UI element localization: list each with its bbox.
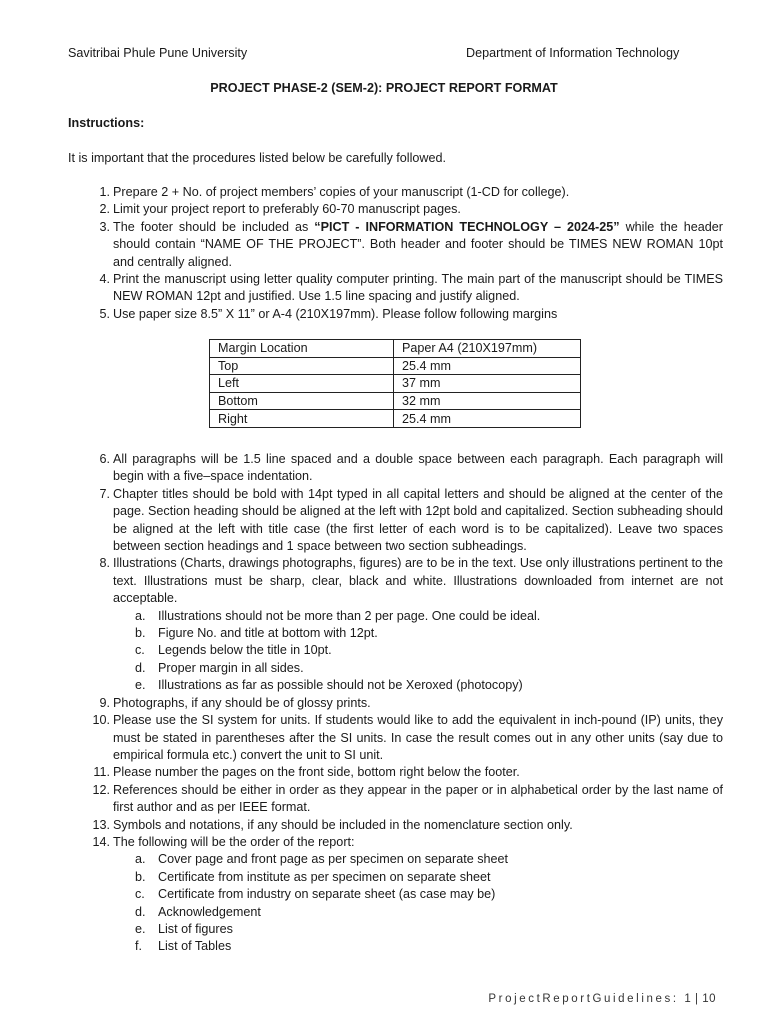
table-cell: Top: [210, 357, 394, 375]
table-cell: 37 mm: [394, 375, 581, 393]
list-item: 11. Please number the pages on the front side, bottom right below the footer.: [93, 765, 520, 780]
page-title: PROJECT PHASE-2 (SEM-2): PROJECT REPORT FORMAT: [210, 81, 558, 95]
list-item: 10. Please use the SI system for units. If students would like to add the equivalent in inch-pound (IP) units, they must be stated in parentheses after the SI units. In case the result comes out in any other units (say due to empirical formula etc.) convert the unit to SI unit.: [92, 713, 723, 762]
sublist-item: f. List of Tables: [135, 939, 232, 954]
table-cell: Left: [210, 375, 394, 393]
instructions-heading: Instructions:: [68, 116, 145, 130]
table-cell: Right: [210, 410, 394, 428]
table-row: [210, 410, 581, 428]
instruction-list-part2: [68, 451, 723, 956]
list-item: 4. Print the manuscript using letter quality computer printing. The main part of the manuscript should be TIMES NEW ROMAN 12pt and justified. Use 1.5 line spacing and justify aligned.: [99, 272, 723, 304]
footer-label: ProjectReportGuidelines:: [488, 993, 679, 1005]
table-row: [210, 375, 581, 393]
table-cell: 25.4 mm: [394, 410, 581, 428]
table-header-cell: Paper A4 (210X197mm): [394, 340, 581, 358]
list-item: 14. The following will be the order of the report: a. Cover page and front page as per specimen on separate sheet b. Certificate from institute as per specimen on separate sheet c. Certificate from industry on separate sheet (as case may be) d. Acknowledgement e. List of figures f. List of Tables: [68, 834, 723, 956]
sublist-item: d. Proper margin in all sides.: [135, 660, 304, 675]
sublist-item: a. Cover page and front page as per specimen on separate sheet: [135, 852, 509, 867]
list-item: 3. The footer should be included as “PICT - INFORMATION TECHNOLOGY – 2024-25” while the header should contain “NAME OF THE PROJECT”. Both header and footer should be TIMES NEW ROMAN 10pt and centrally aligned.: [99, 219, 724, 269]
sublist-item: b. Certificate from institute as per specimen on separate sheet: [135, 869, 491, 884]
sublist-item: c. Legends below the title in 10pt.: [135, 643, 332, 658]
list-item: 12. References should be either in order as they appear in the paper or in alphabetical order by the last name of first author and as per IEEE format.: [92, 782, 723, 815]
sublist-item: c. Certificate from industry on separate sheet (as case may be): [135, 887, 496, 902]
sublist-item: a. Illustrations should not be more than 2 per page. One could be ideal.: [135, 608, 541, 623]
sublist-item: d. Acknowledgement: [135, 904, 261, 919]
list-item: 6. All paragraphs will be 1.5 line spaced and a double space between each paragraph. Each paragraph will begin with a five–space indentation.: [99, 452, 723, 484]
table-cell: 32 mm: [394, 392, 581, 410]
table-row: [210, 357, 581, 375]
page-footer: [488, 993, 716, 1005]
table-row: [210, 392, 581, 410]
page-number: 1 | 10: [684, 993, 716, 1005]
margin-table: [209, 339, 581, 428]
sublist-item: b. Figure No. and title at bottom with 12pt.: [135, 626, 378, 641]
table-cell: 25.4 mm: [394, 357, 581, 375]
table-header-cell: Margin Location: [210, 340, 394, 358]
list-item: 5. Use paper size 8.5” X 11” or A-4 (210X197mm). Please follow following margins: [99, 306, 558, 321]
list-item: 8. Illustrations (Charts, drawings photographs, figures) are to be in the text. Use only illustrations pertinent to the text. Illustrations must be sharp, clear, black and white. Illustrations downloaded from internet are not acceptable. a. Illustrations should not be more than 2 per page. One could be ideal. b. Figure No. and title at bottom with 12pt. c. Legends below the title in 10pt. d. Proper margin in all sides. e. Illustrations as far as possible should not be Xeroxed (photocopy): [68, 555, 723, 694]
table-header-row: [210, 340, 581, 358]
sublist-item: e. Illustrations as far as possible should not be Xeroxed (photocopy): [135, 678, 523, 693]
table-cell: Bottom: [210, 392, 394, 410]
sublist-item: e. List of figures: [135, 921, 233, 936]
intro-paragraph: It is important that the procedures listed below be carefully followed.: [68, 151, 447, 165]
sublist-report-order: [113, 851, 723, 955]
list-item: 13. Symbols and notations, if any should be included in the nomenclature section only.: [92, 817, 573, 832]
header-university: Savitribai Phule Pune University: [68, 46, 248, 60]
header-department: Department of Information Technology: [466, 46, 680, 60]
list-item: 7. Chapter titles should be bold with 14pt typed in all capital letters and should be aligned at the center of the page. Section heading should be aligned at the left with 12pt bold and capitalized. Section subheading should be aligned at the left with title case (the first letter of each word is to be capitalized). Leave two spaces between section headings and 1 space between two section subheadings.: [99, 486, 723, 554]
instruction-list-part1: [68, 184, 723, 323]
list-item: 1. Prepare 2 + No. of project members’ copies of your manuscript (1-CD for college).: [99, 185, 570, 199]
list-item: 2. Limit your project report to preferably 60-70 manuscript pages.: [99, 202, 461, 217]
list-item: 9. Photographs, if any should be of glossy prints.: [99, 695, 371, 710]
sublist-illustrations: [113, 608, 723, 695]
